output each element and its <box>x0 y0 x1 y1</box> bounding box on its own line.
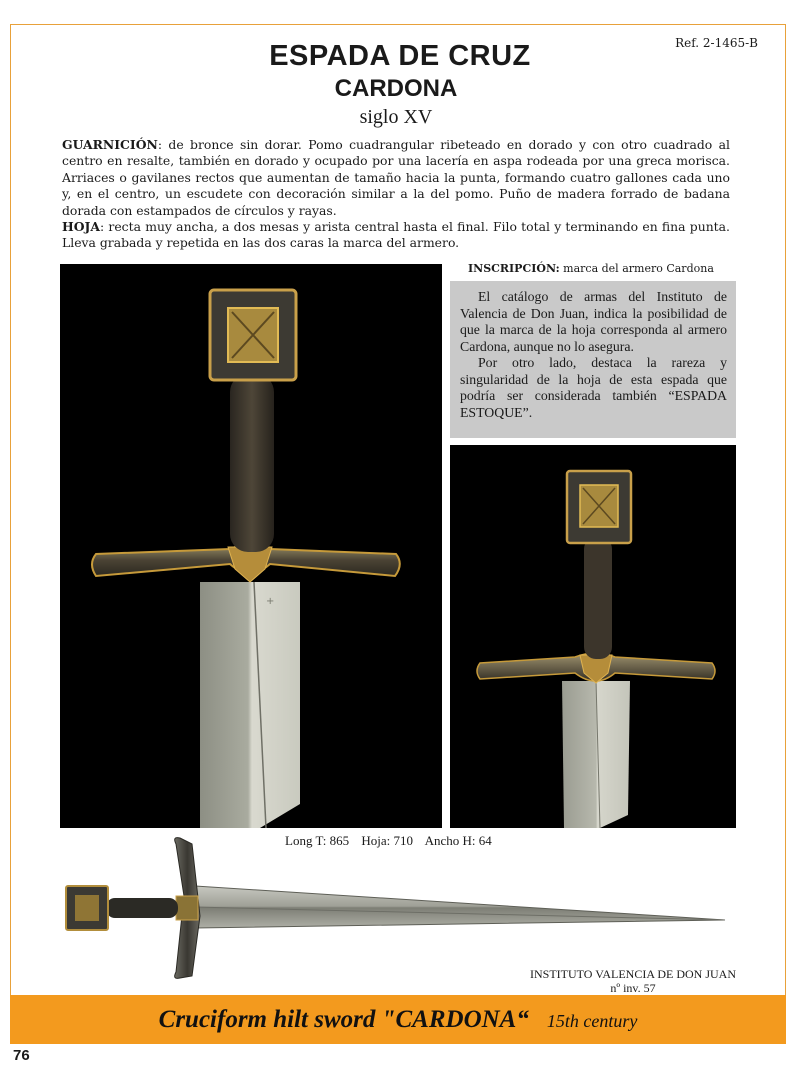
catalog-note-box <box>450 281 736 438</box>
description-block <box>62 137 730 252</box>
full-sword-photo <box>60 836 740 982</box>
century-label: siglo XV <box>359 106 433 128</box>
inscription-label: INSCRIPCIÓN: <box>468 262 560 275</box>
hoja-paragraph <box>62 219 730 252</box>
hilt-full-photo <box>450 445 736 828</box>
hoja-label: HOJA <box>62 219 100 235</box>
inscription-text: marca del armero Cardona <box>563 262 714 275</box>
institute-name: INSTITUTO VALENCIA DE DON JUAN <box>530 967 736 981</box>
english-title-banner <box>10 995 786 1044</box>
inventory-number: nº inv. 57 <box>610 981 656 995</box>
reference-number: Ref. 2-1465-B <box>675 36 758 50</box>
page-subtitle: CARDONA <box>334 75 458 102</box>
page-number: 76 <box>13 1047 30 1064</box>
hilt-closeup-image <box>60 264 442 828</box>
english-title: Cruciform hilt sword "CARDONA“ <box>158 1005 529 1033</box>
svg-text:+: + <box>266 596 275 607</box>
inscription-caption <box>468 262 714 275</box>
institute-credit <box>530 967 736 995</box>
note-paragraph-2: Por otro lado, destaca la rareza y singularidad de la hoja de esta espada que podría ser considerada también “ESPADA ESTOQUE”. <box>460 355 727 420</box>
hilt-full-image <box>450 445 736 828</box>
english-century: 15th century <box>546 1011 638 1031</box>
note-paragraph-1: El catálogo de armas del Instituto de Valencia de Don Juan, indica la posibilidad de que la marca de la hoja corresponda al armero Cardona, aunque no lo asegura. <box>460 289 727 354</box>
guarnicion-paragraph <box>62 137 730 219</box>
guarnicion-text: : de bronce sin dorar. Pomo cuadrangular ribeteado en dorado y con otro cuadrado al centro en resalte, también en dorado y ocupado por una lacería en aspa rodeada por una greca morisca. Arriaces o gavilanes rectos que aumentan de tamaño hacia la punta, formando cuatro gallones cada uno y, en el centro, un escudete con decoración similar a la del pomo. Puño de madera forrado de badana dorada con estampados de círculos y rayas. <box>62 137 730 218</box>
guard-width: Ancho H: 64 <box>424 833 492 848</box>
blade-length: Hoja: 710 <box>361 833 414 848</box>
full-sword-image <box>60 836 740 982</box>
total-length: Long T: 865 <box>285 833 350 848</box>
page-title: ESPADA DE CRUZ <box>269 40 531 72</box>
hilt-closeup-photo <box>60 264 442 828</box>
guarnicion-label: GUARNICIÓN <box>62 137 158 152</box>
hoja-text: : recta muy ancha, a dos mesas y arista central hasta el final. Filo total y terminando en fina punta. Lleva grabada y repetida en las dos caras la marca del armero. <box>62 219 730 251</box>
